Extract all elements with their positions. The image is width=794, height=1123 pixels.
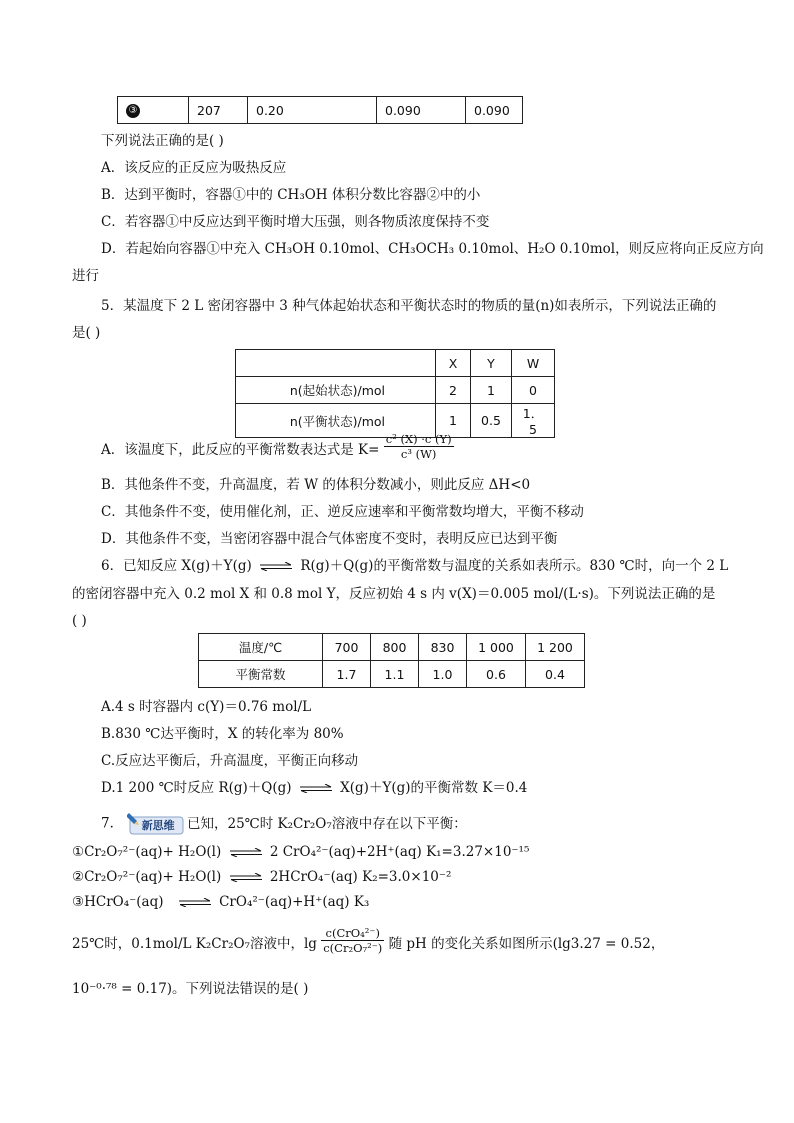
q5-moles-table bbox=[235, 349, 555, 438]
table-cell: 207 bbox=[189, 97, 248, 124]
q6-option-a: A.4 s 时容器内 c(Y)＝0.76 mol/L bbox=[101, 699, 312, 715]
table-cell: 2 bbox=[436, 377, 471, 404]
table-row bbox=[236, 350, 555, 377]
table-cell: 1 000 bbox=[467, 634, 526, 661]
q5-option-a: A．该温度下，此反应的平衡常数表达式是 K= $\frac{\text{c² (X) ·c (Y)}}{\text{c³ (W)}}$ bbox=[101, 432, 452, 461]
concentration-ratio-fraction: $\frac{\text{c(CrO₄²⁻)}}{\text{c(Cr₂O₇²⁻)}}$ bbox=[323, 926, 383, 955]
table-cell: Y bbox=[471, 350, 512, 377]
q4-option-d-cont: 进行 bbox=[72, 268, 99, 284]
table-cell: ③ bbox=[118, 97, 189, 124]
table-row bbox=[199, 661, 585, 688]
q5-option-b: B．其他条件不变，升高温度，若 W 的体积分数减小，则此反应 ΔH<0 bbox=[101, 477, 531, 493]
table-cell: W bbox=[512, 350, 555, 377]
table-cell: 1.7 bbox=[323, 661, 371, 688]
q6-equilibrium-constant-table bbox=[198, 633, 585, 688]
equilibrium-constant-fraction: $\frac{\text{c² (X) ·c (Y)}}{\text{c³ (W)}}$ bbox=[385, 432, 452, 461]
q4-option-b: B．达到平衡时，容器①中的 CH₃OH 体积分数比容器②中的小 bbox=[101, 187, 481, 203]
q5-stem-cont: 是( ) bbox=[72, 325, 101, 341]
table-cell: 平衡常数 bbox=[199, 661, 323, 688]
q4-stem: 下列说法正确的是( ) bbox=[101, 133, 224, 149]
table-cell: 1 bbox=[471, 377, 512, 404]
q6-option-c: C.反应达平衡后，升高温度，平衡正向移动 bbox=[101, 753, 359, 769]
table-cell: 0 bbox=[512, 377, 555, 404]
table-row bbox=[118, 97, 523, 124]
table-cell: 0.4 bbox=[526, 661, 585, 688]
table-cell: 700 bbox=[323, 634, 371, 661]
table-cell: 1 200 bbox=[526, 634, 585, 661]
table-cell: 0.090 bbox=[466, 97, 523, 124]
q6-option-b: B.830 ℃达平衡时，X 的转化率为 80% bbox=[101, 726, 344, 742]
q7-equilibrium-3: ③HCrO₄⁻(aq) CrO₄²⁻(aq)+H⁺(aq) K₃ bbox=[72, 894, 370, 910]
equilibrium-arrow-icon bbox=[178, 898, 212, 907]
table-cell: 830 bbox=[419, 634, 467, 661]
equilibrium-arrow-icon bbox=[259, 562, 293, 571]
table-cell: n(平衡状态)/mol bbox=[236, 404, 436, 438]
table-cell: 温度/℃ bbox=[199, 634, 323, 661]
table-cell: 1．5 bbox=[512, 404, 555, 438]
q4-option-c: C．若容器①中反应达到平衡时增大压强，则各物质浓度保持不变 bbox=[101, 214, 490, 230]
table-cell: 1 bbox=[436, 404, 471, 438]
table-cell: 1.1 bbox=[371, 661, 419, 688]
new-thinking-badge: 新思维 bbox=[127, 812, 222, 836]
table-cell: 0.6 bbox=[467, 661, 526, 688]
table-row bbox=[236, 377, 555, 404]
table-cell: 800 bbox=[371, 634, 419, 661]
equilibrium-arrow-icon bbox=[299, 784, 333, 793]
table-cell: X bbox=[436, 350, 471, 377]
table-cell: n(起始状态)/mol bbox=[236, 377, 436, 404]
q4-option-a: A．该反应的正反应为吸热反应 bbox=[101, 160, 287, 176]
equilibrium-arrow-icon bbox=[229, 848, 263, 857]
q6-stem-cont: 的密闭容器中充入 0.2 mol X 和 0.8 mol Y，反应初始 4 s 内 v(X)＝0.005 mol/(L·s)。下列说法正确的是 bbox=[72, 586, 716, 602]
q5-option-c: C．其他条件不变，使用催化剂，正、逆反应速率和平衡常数均增大，平衡不移动 bbox=[101, 504, 584, 520]
table-cell bbox=[236, 350, 436, 377]
table-cell: 1.0 bbox=[419, 661, 467, 688]
q6-stem: 6．已知反应 X(g)＋Y(g) R(g)＋Q(g)的平衡常数与温度的关系如表所示。830 ℃时，向一个 2 L bbox=[101, 558, 729, 574]
q7-line5: 10⁻⁰·⁷⁸ = 0.17)。下列说法错误的是( ) bbox=[72, 981, 309, 997]
table-cell: 0.5 bbox=[471, 404, 512, 438]
q5-stem: 5．某温度下 2 L 密闭容器中 3 种气体起始状态和平衡状态时的物质的量(n)如表所示，下列说法正确的 bbox=[101, 298, 717, 314]
q4-data-table-fragment bbox=[117, 96, 523, 124]
q4-option-d: D．若起始向容器①中充入 CH₃OH 0.10mol、CH₃OCH₃ 0.10mol、H₂O 0.10mol，则反应将向正反应方向 bbox=[101, 241, 764, 257]
table-row bbox=[199, 634, 585, 661]
q7-equilibrium-1: ①Cr₂O₇²⁻(aq)+ H₂O(l) 2 CrO₄²⁻(aq)+2H⁺(aq) K₁=3.27×10⁻¹⁵ bbox=[72, 844, 530, 860]
table-cell: 0.20 bbox=[248, 97, 377, 124]
q7-line4: 25℃时，0.1mol/L K₂Cr₂O₇溶液中，lg $\frac{\text{c(CrO₄²⁻)}}{\text{c(Cr₂O₇²⁻)}}$ 随 pH 的变化关系如图所示(lg3.27 = 0.52， bbox=[72, 926, 665, 955]
q7-equilibrium-2: ②Cr₂O₇²⁻(aq)+ H₂O(l) 2HCrO₄⁻(aq) K₂=3.0×10⁻² bbox=[72, 869, 452, 885]
q5-option-d: D．其他条件不变，当密闭容器中混合气体密度不变时，表明反应已达到平衡 bbox=[101, 531, 558, 547]
q6-stem-cont2: ( ) bbox=[72, 613, 87, 629]
table-cell: 0.090 bbox=[377, 97, 466, 124]
q6-option-d: D.1 200 ℃时反应 R(g)＋Q(g) X(g)＋Y(g)的平衡常数 K＝0.4 bbox=[101, 780, 528, 796]
q7-stem: 7． 新思维 已知，25℃时 K₂Cr₂O₇溶液中存在以下平衡： bbox=[101, 812, 467, 836]
equilibrium-arrow-icon bbox=[229, 873, 263, 882]
